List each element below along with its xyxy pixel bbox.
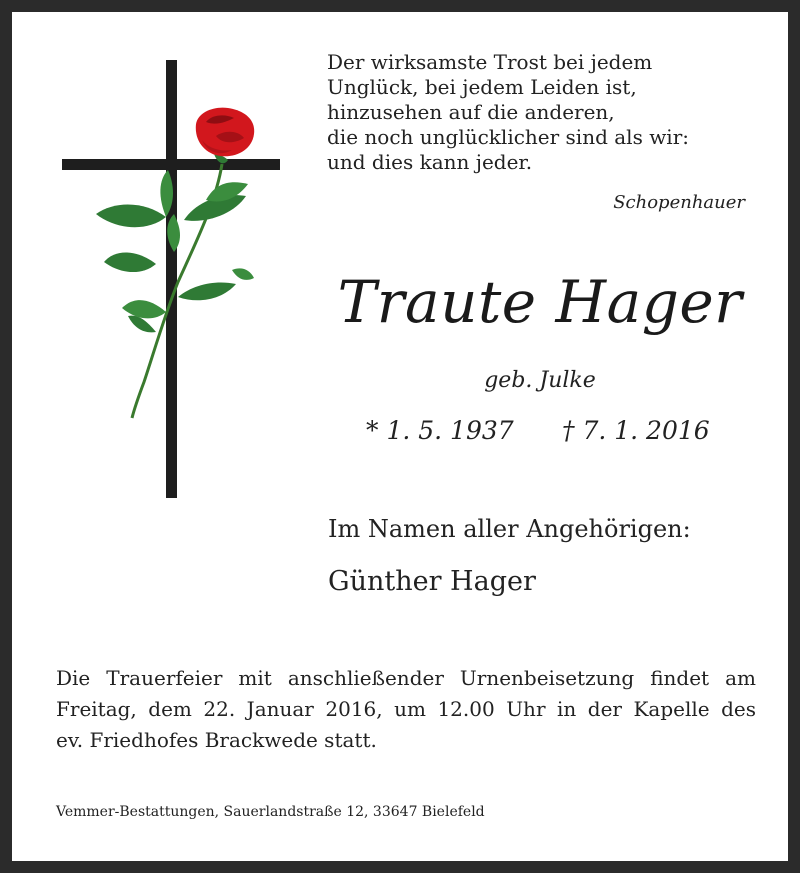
quote-line: und dies kann jeder. [327, 150, 533, 174]
signer-name: Günther Hager [328, 566, 536, 597]
death-date: † 7. 1. 2016 [562, 416, 710, 445]
funeral-line: Die Trauerfeier mit anschließender Urnenbeisetzung findet am [56, 666, 756, 690]
quote [327, 50, 767, 175]
quote-line: die noch unglücklicher sind als wir: [327, 125, 690, 149]
quote-line: Der wirksamste Trost bei jedem [327, 50, 653, 74]
maiden-name: geb. Julke [484, 368, 596, 393]
birth-date: * 1. 5. 1937 [366, 416, 514, 445]
quote-line: Unglück, bei jedem Leiden ist, [327, 75, 637, 99]
cross-icon [56, 52, 286, 504]
funeral-line: Freitag, dem 22. Januar 2016, um 12.00 Uhr in der Kapelle des [56, 697, 756, 721]
funeral-info [56, 663, 756, 756]
quote-author: Schopenhauer [613, 192, 745, 213]
deceased-name: Traute Hager [337, 268, 743, 336]
mourners-intro: Im Namen aller Angehörigen: [328, 515, 691, 543]
quote-line: hinzusehen auf die anderen, [327, 100, 615, 124]
cross-with-rose [56, 52, 286, 504]
funeral-line: ev. Friedhofes Brackwede statt. [56, 728, 377, 752]
undertaker-info: Vemmer-Bestattungen, Sauerlandstraße 12, 33647 Bielefeld [56, 804, 485, 820]
